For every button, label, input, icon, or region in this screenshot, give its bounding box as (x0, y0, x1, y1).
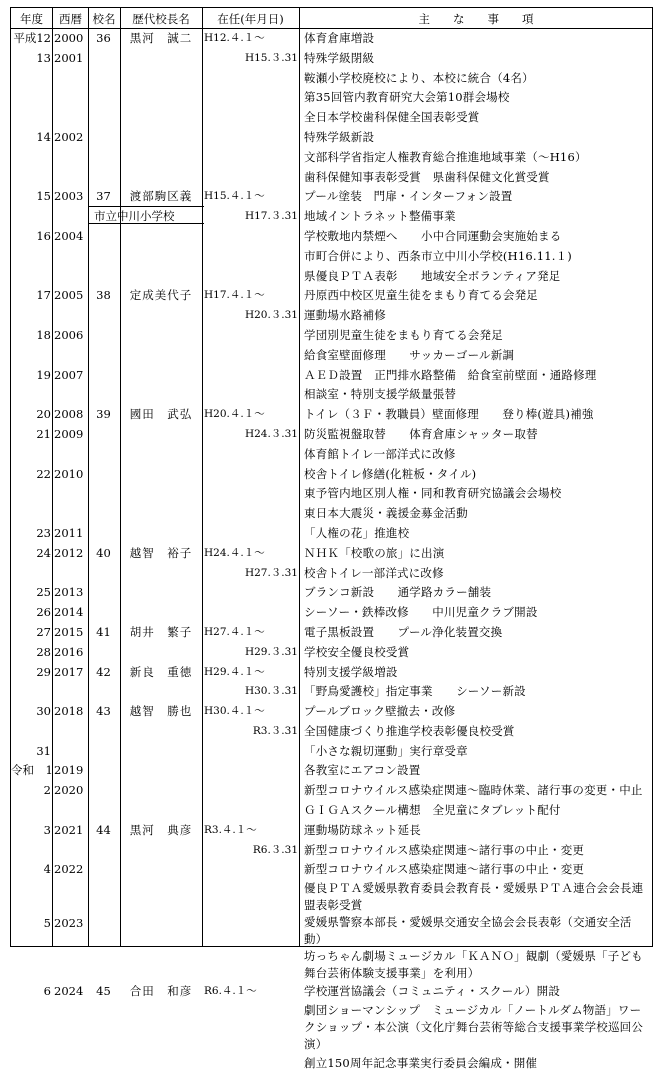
table-row (11, 821, 652, 841)
school-name-label: 市立中川小学校 (89, 206, 204, 224)
era-year: 19 (36, 367, 51, 382)
table-row (11, 425, 652, 445)
table-row (11, 306, 652, 326)
table-row (11, 187, 652, 207)
header-western: 西暦 (59, 12, 82, 26)
tenure-start: R6.４.１〜 (204, 985, 257, 998)
table-row (11, 484, 652, 504)
principal-number: 42 (96, 664, 111, 679)
event-text: 新型コロナウイルス感染症関連〜諸行事の中止・変更 (304, 862, 585, 877)
event-text: 県優良ＰＴＡ表彰 地域安全ボランティア発足 (304, 268, 561, 283)
event-text: 校舎トイレ一部洋式に改修 (304, 565, 444, 580)
table-row (11, 128, 652, 148)
era-year: 22 (36, 466, 51, 481)
event-text: 防災監視盤取替 体育倉庫シャッター取替 (304, 426, 538, 441)
table-row (11, 227, 652, 247)
western-year: 2010 (54, 466, 84, 481)
era-year: 21 (36, 426, 51, 441)
table-row (11, 948, 652, 982)
table-row (11, 148, 652, 168)
principal-number: 41 (96, 624, 111, 639)
event-text: ＮＨＫ「校歌の旅」に出演 (304, 545, 445, 560)
table-row (11, 286, 652, 306)
western-year: 2012 (54, 545, 84, 560)
event-text: 学団別児童生徒をまもり育てる会発足 (304, 327, 503, 342)
event-text: 全日本学校歯科保健全国表彰受賞 (304, 110, 480, 125)
era-year: 令和 1 (11, 763, 53, 778)
tenure-end: H24.３.31 (244, 427, 298, 440)
tenure-end: H27.３.31 (244, 566, 298, 579)
event-text: 特殊学級新設 (304, 129, 375, 144)
western-year: 2006 (54, 327, 84, 342)
event-text: ＡＥＤ設置 正門排水路整備 給食室前壁面・通路修理 (304, 367, 597, 382)
era-year: 3 (43, 822, 51, 837)
western-year: 2004 (54, 228, 84, 243)
header-events: 主 な 事 項 (418, 12, 534, 26)
tenure-start: H17.４.１〜 (204, 289, 265, 302)
event-text: 体育倉庫増設 (304, 31, 375, 45)
table-row (11, 267, 652, 287)
table-row (11, 346, 652, 366)
western-year: 2002 (54, 129, 84, 144)
western-year: 2003 (54, 189, 84, 204)
principal-name: 新良 重徳 (129, 664, 193, 679)
era-year: 4 (43, 862, 51, 877)
tenure-start: H24.４.１〜 (204, 546, 265, 559)
event-text: 丹原西中校区児童生徒をまもり育てる会発足 (304, 288, 538, 303)
western-year: 2018 (54, 704, 84, 719)
era-year: 24 (36, 545, 51, 560)
era-year: 平成12 (13, 31, 51, 45)
table-row (11, 504, 652, 524)
principal-name: 定成美代子 (129, 288, 193, 303)
western-year: 2009 (54, 426, 84, 441)
era-year: 26 (36, 605, 51, 620)
header-number: 校名 (92, 12, 116, 26)
principal-name: 黒河 典彦 (129, 822, 193, 837)
principal-number: 39 (96, 407, 111, 422)
event-text: 学校運営協議会（コミュニティ・スクール）開設 (304, 984, 561, 999)
event-text: 文部科学省指定人権教育総合推進地域事業（〜H16） (304, 149, 587, 164)
table-row (11, 663, 652, 683)
table-row (11, 168, 652, 188)
event-text: 体育館トイレ一部洋式に改修 (304, 446, 456, 461)
western-year: 2001 (54, 50, 84, 65)
era-year: 25 (36, 585, 51, 600)
era-year: 13 (36, 50, 51, 65)
principal-number: 43 (96, 704, 111, 719)
event-text: プールブロック壁撤去・改修 (304, 704, 456, 719)
western-year: 2024 (54, 984, 84, 999)
era-year: 31 (36, 743, 51, 758)
event-text: 市町合併により、西条市立中川小学校(H16.11.１) (304, 248, 572, 263)
event-text: 地域イントラネット整備事業 (304, 209, 456, 224)
event-text: 第35回管内教育研究大会第10群会場校 (304, 90, 510, 105)
table-row (11, 385, 652, 405)
principal-name: 越智 裕子 (129, 545, 193, 560)
table-row (11, 781, 652, 801)
tenure-end: H20.３.31 (244, 309, 298, 322)
table-row (11, 108, 652, 128)
table-row (11, 29, 652, 49)
table-row (11, 564, 652, 584)
principal-name: 合田 和彦 (129, 984, 193, 999)
table-row (11, 583, 652, 603)
era-year: 5 (43, 916, 51, 931)
table-body (11, 29, 652, 1074)
tenure-start: H20.４.１〜 (204, 408, 265, 421)
era-year: 14 (36, 129, 51, 144)
tenure-end: H17.３.31 (244, 210, 298, 223)
event-text: 「野鳥愛護校」指定事業 シーソー新設 (304, 684, 526, 699)
western-year: 2023 (54, 916, 84, 931)
table-row (11, 841, 652, 861)
western-year: 2016 (54, 644, 84, 659)
western-year: 2019 (54, 763, 84, 778)
tenure-end: H29.３.31 (244, 645, 298, 658)
era-year: 15 (36, 189, 51, 204)
western-year: 2021 (54, 822, 84, 837)
tenure-start: H12.４.１〜 (204, 32, 265, 44)
table-row (11, 1002, 652, 1054)
era-year: 28 (36, 644, 51, 659)
event-text: 校舎トイレ修繕(化粧板・タイル) (304, 466, 477, 481)
event-text: 創立150周年記念事業実行委員会編成・開催 (304, 1056, 538, 1071)
principal-name: 越智 勝也 (129, 704, 193, 719)
header-year: 年度 (20, 12, 43, 26)
tenure-start: H15.４.１〜 (204, 190, 265, 203)
event-text: 新型コロナウイルス感染症関連〜臨時休業、諸行事の変更・中止 (304, 783, 643, 798)
era-year: 20 (36, 407, 51, 422)
event-text: 全国健康づくり推進学校表彰優良校受賞 (304, 723, 515, 738)
table-header (11, 8, 652, 29)
era-year: 16 (36, 228, 51, 243)
principal-number: 36 (96, 31, 111, 45)
event-text: 鞍瀬小学校廃校により、本校に統合（4名） (304, 70, 534, 85)
table-row (11, 722, 652, 742)
era-year: 2 (43, 783, 51, 798)
event-text: 電子黒板設置 プール浄化装置交換 (304, 624, 503, 639)
event-text: 特別支援学級増設 (304, 664, 398, 679)
principal-name: 渡部駒区義 (129, 189, 193, 204)
event-text: 歯科保健知事表彰受賞 県歯科保健文化賞受賞 (304, 169, 550, 184)
era-year: 29 (36, 664, 51, 679)
tenure-start: H27.４.１〜 (204, 625, 265, 638)
event-text: 「人権の花」推進校 (304, 525, 410, 540)
event-text: 優良ＰＴＡ愛媛県教育委員会教育長・愛媛県ＰＴＡ連合会会長連盟表彰受賞 (304, 881, 644, 913)
event-text: 学校安全優良校受賞 (304, 644, 410, 659)
table-row (11, 643, 652, 663)
principal-name: 黒河 誠二 (129, 31, 193, 45)
event-text: 特殊学級閉級 (304, 50, 375, 65)
tenure-end: H30.３.31 (244, 685, 298, 698)
event-text: シーソー・鉄棒改修 中川児童クラブ開設 (304, 605, 538, 620)
table-row (11, 247, 652, 267)
event-text: 相談室・特別支援学級量張替 (304, 387, 457, 402)
tenure-start: H29.４.１〜 (204, 665, 265, 678)
table-row (11, 524, 652, 544)
table-row (11, 603, 652, 623)
event-text: 学校敷地内禁煙へ 小中合同運動会実施始まる (304, 228, 562, 243)
table-row (11, 982, 652, 1002)
table-row (11, 742, 652, 762)
tenure-end: R3.３.31 (252, 724, 298, 737)
table-row (11, 761, 652, 781)
era-year: 6 (43, 984, 51, 999)
event-text: 「小さな親切運動」実行章受章 (304, 743, 468, 758)
principal-number: 40 (96, 545, 111, 560)
table-row (11, 366, 652, 386)
table-row (11, 405, 652, 425)
event-text: ＧＩＧＡスクール構想 全児童にタブレット配付 (304, 803, 561, 818)
table-row (11, 880, 652, 914)
header-principal: 歴代校長名 (132, 12, 190, 26)
table-row (11, 49, 652, 69)
header-tenure: 在任(年月日) (217, 12, 284, 26)
western-year: 2022 (54, 862, 84, 877)
event-text: 東日本大震災・義援金募金活動 (304, 506, 468, 521)
table-row (11, 445, 652, 465)
table-row (11, 544, 652, 564)
table-row (11, 914, 652, 948)
western-year: 2005 (54, 288, 84, 303)
tenure-end: R6.３.31 (252, 843, 298, 856)
event-text: 東予管内地区別人権・同和教育研究協議会会場校 (304, 486, 562, 501)
event-text: ブランコ新設 通学路カラー舗装 (304, 585, 492, 600)
table-row (11, 801, 652, 821)
western-year: 2017 (54, 664, 84, 679)
era-year: 18 (36, 327, 51, 342)
tenure-start: R3.４.１〜 (204, 823, 257, 836)
western-year: 2000 (54, 31, 84, 45)
event-text: トイレ（３Ｆ・教職員）壁面修理 登り棒(遊具)補強 (304, 407, 594, 422)
table-row (11, 69, 652, 89)
event-text: 各教室にエアコン設置 (304, 763, 421, 778)
principal-number: 45 (96, 984, 111, 999)
western-year: 2013 (54, 585, 84, 600)
principal-number: 37 (96, 189, 111, 204)
principal-name: 國田 武弘 (129, 407, 193, 422)
era-year: 17 (36, 288, 51, 303)
western-year: 2014 (54, 605, 84, 620)
table-row (11, 623, 652, 643)
western-year: 2008 (54, 407, 84, 422)
table-row (11, 326, 652, 346)
table-row (11, 860, 652, 880)
event-text: 給食室壁面修理 サッカーゴール新調 (304, 347, 515, 362)
event-text: 劇団ショーマンシップ ミュージカル「ノートルダム物語」ワークショップ・本公演（文化庁舞台芸術等総合支援事業学校巡回公演） (304, 1003, 644, 1052)
era-year: 23 (36, 525, 51, 540)
table-row (11, 682, 652, 702)
era-year: 30 (36, 704, 51, 719)
event-text: 愛媛県警察本部長・愛媛県交通安全協会会長表彰（交通安全活動） (304, 915, 632, 947)
event-text: プール塗装 門扉・インターフォン設置 (304, 189, 513, 204)
table-row (11, 1054, 652, 1074)
history-table (10, 7, 653, 1071)
event-text: 新型コロナウイルス感染症関連〜諸行事の中止・変更 (304, 842, 585, 857)
table-row (11, 465, 652, 485)
western-year: 2007 (54, 367, 84, 382)
principal-number: 38 (96, 288, 111, 303)
event-text: 運動場水路補修 (304, 308, 386, 323)
event-text: 運動場防球ネット延長 (304, 822, 421, 837)
western-year: 2020 (54, 783, 84, 798)
era-year: 27 (36, 624, 51, 639)
event-text: 坊っちゃん劇場ミュージカル「ＫＡＮＯ」観劇（愛媛県「子ども舞台芸術体験支援事業」を利用） (304, 949, 643, 981)
tenure-start: H30.４.１〜 (204, 705, 265, 718)
table-row (11, 207, 652, 227)
table-row (11, 88, 652, 108)
tenure-end: H15.３.31 (244, 51, 298, 64)
principal-number: 44 (96, 822, 111, 837)
table-row (11, 702, 652, 722)
western-year: 2011 (54, 525, 84, 540)
principal-name: 胡井 繁子 (129, 624, 193, 639)
western-year: 2015 (54, 624, 84, 639)
